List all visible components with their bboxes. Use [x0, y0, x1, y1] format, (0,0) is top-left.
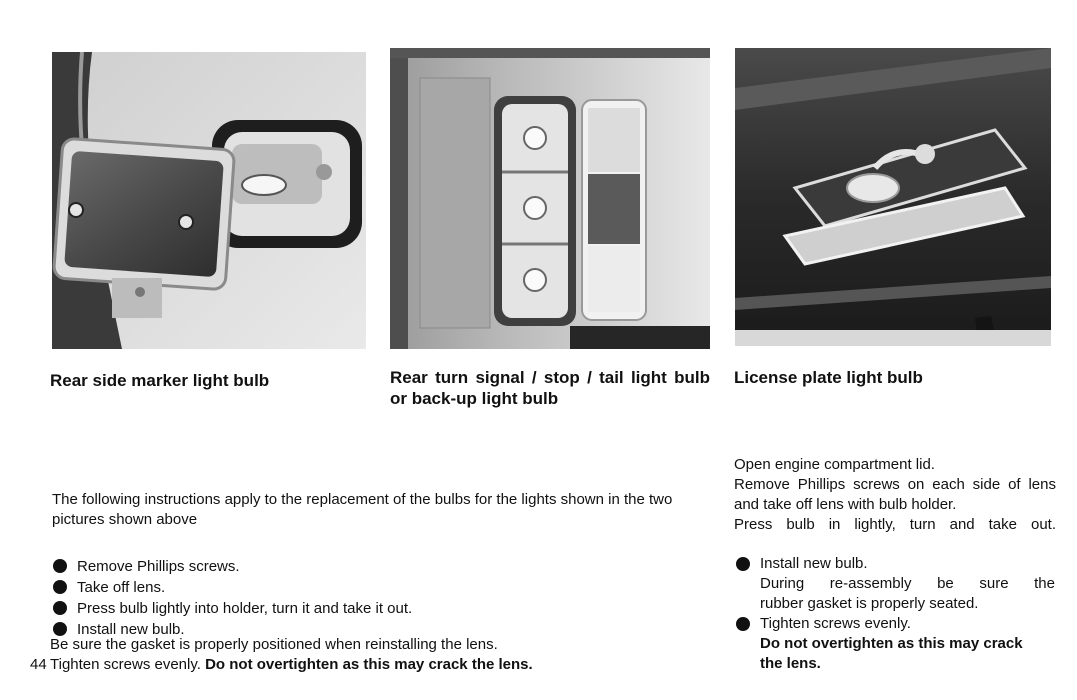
step-text: Take off lens. [77, 579, 166, 596]
tighten-text: Tighten screws evenly. [50, 656, 201, 673]
right-step-list [735, 554, 1055, 674]
step-text: Tighten screws evenly. [760, 615, 911, 632]
license-plate-light-photo [735, 48, 1051, 346]
rear-taillight-photo [390, 48, 710, 349]
left-notes [50, 635, 690, 675]
bullet-icon [736, 617, 750, 631]
bullet-icon [53, 580, 67, 594]
caption-rear-turn-signal: Rear turn signal / stop / tail light bulb or back-up light bulb [390, 368, 710, 408]
bullet-icon [53, 622, 67, 636]
warning-text: Do not overtighten as this may crack [760, 635, 1023, 652]
list-item [735, 554, 1055, 574]
step-text: Remove Phillips screws. [77, 558, 240, 575]
bullet-icon [53, 559, 67, 573]
step-detail: During re-assembly be sure the [760, 575, 1055, 592]
page-number: 44 [30, 656, 47, 673]
step-text: Install new bulb. [760, 555, 868, 572]
step-text: Press bulb lightly into holder, turn it and take it out. [77, 600, 413, 617]
left-intro-text: The following instructions apply to the replacement of the bulbs for the lights shown in the two pictures shown above [52, 491, 673, 528]
step-detail: rubber gasket is properly seated. [760, 595, 979, 612]
gasket-note: Be sure the gasket is properly positioned when reinstalling the lens. [50, 636, 498, 653]
bullet-icon [53, 601, 67, 615]
right-intro [734, 455, 1056, 535]
caption-license-plate: License plate light bulb [734, 368, 923, 387]
list-item [52, 556, 692, 577]
rear-side-marker-photo [52, 52, 366, 349]
step-text: Install new bulb. [77, 621, 185, 638]
list-item [52, 577, 692, 598]
tighten-line [50, 655, 690, 675]
caption-rear-side-marker: Rear side marker light bulb [50, 371, 270, 390]
right-line-open-lid: Open engine compartment lid. [734, 456, 935, 473]
list-item [52, 598, 692, 619]
list-item [735, 614, 1055, 634]
right-line-remove-screws: Remove Phillips screws on each side of lens and take off lens with bulb holder. [734, 476, 1056, 513]
warning-text: Do not overtighten as this may crack the lens. [205, 656, 533, 673]
left-step-list [52, 556, 692, 640]
right-line-press-bulb: Press bulb in lightly, turn and take out. [734, 516, 1056, 533]
warning-text: the lens. [760, 655, 821, 672]
bullet-icon [736, 557, 750, 571]
